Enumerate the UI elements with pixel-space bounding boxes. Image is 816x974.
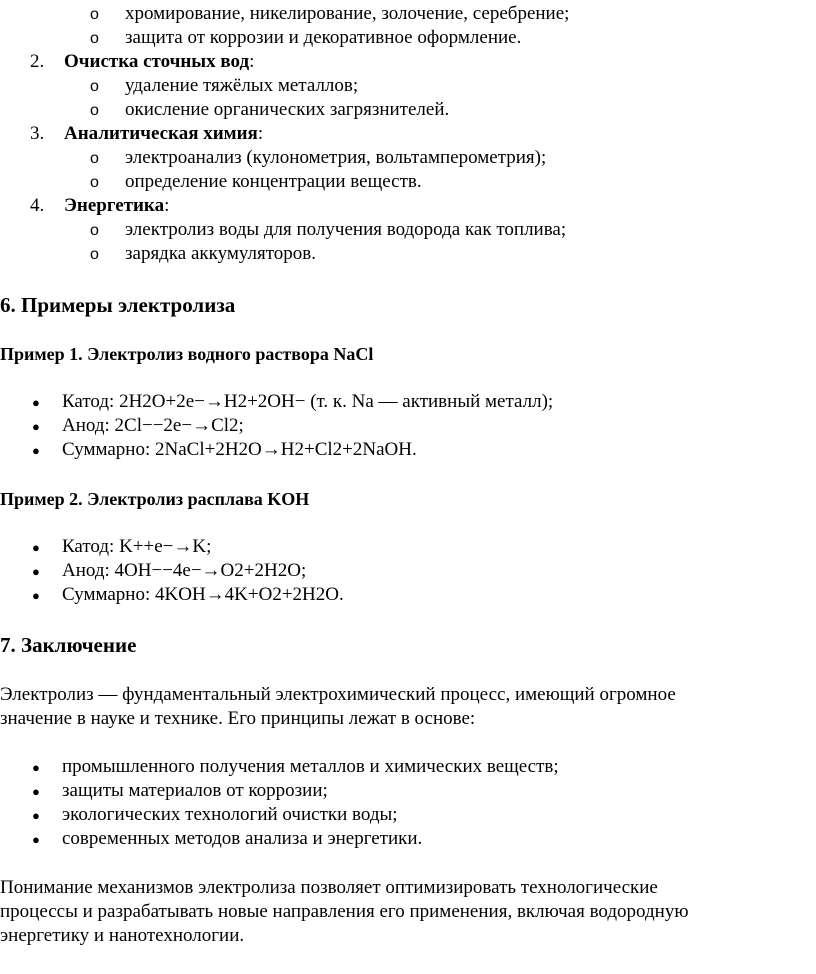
bullet-marker: ● [32,808,40,823]
list-number: 3. [30,123,45,144]
list-heading: Аналитическая химия: [64,123,264,144]
list-item: окисление органических загрязнителей. [125,99,450,120]
bullet-marker: ● [32,540,40,555]
sub-bullet-marker: o [90,6,99,23]
bullet-marker: ● [32,832,40,847]
list-number: 4. [30,195,45,216]
bullet-marker: ● [32,760,40,775]
list-item: Суммарно: 2NaCl+2H2O→H2+Cl2+2NaOH. [62,439,417,460]
example-heading: Пример 2. Электролиз расплава KOH [0,489,310,509]
list-item: Катод: 2H2O+2e−→H2+2OH− (т. к. Na — активный металл); [62,391,554,412]
list-item: хромирование, никелирование, золочение, серебрение; [125,3,570,24]
list-item: Анод: 4OH−−4e−→O2+2H2O; [62,560,307,581]
paragraph-line: значение в науке и технике. Его принципы лежат в основе: [0,708,476,729]
list-item: определение концентрации веществ. [125,171,422,192]
sub-bullet-marker: o [90,222,99,239]
list-item: защита от коррозии и декоративное оформление. [125,27,522,48]
paragraph-line: Понимание механизмов электролиза позволяет оптимизировать технологические [0,877,658,898]
section-heading: 6. Примеры электролиза [0,293,236,317]
sub-bullet-marker: o [90,150,99,167]
paragraph-line: Электролиз — фундаментальный электрохимический процесс, имеющий огромное [0,684,676,705]
list-item: промышленного получения металлов и химических веществ; [62,756,559,777]
list-item: зарядка аккумуляторов. [125,243,317,264]
example-heading: Пример 1. Электролиз водного раствора NaCl [0,344,374,364]
list-number: 2. [30,51,45,72]
bullet-marker: ● [32,419,40,434]
list-item: Катод: K++e−→K; [62,536,212,557]
sub-bullet-marker: o [90,30,99,47]
sub-bullet-marker: o [90,246,99,263]
sub-bullet-marker: o [90,78,99,95]
list-heading: Энергетика: [64,195,170,216]
section-heading: 7. Заключение [0,633,137,657]
paragraph-line: процессы и разрабатывать новые направления его применения, включая водородную [0,901,689,922]
list-item: Суммарно: 4KOH→4K+O2+2H2O. [62,584,344,605]
bullet-marker: ● [32,443,40,458]
list-item: электроанализ (кулонометрия, вольтамперометрия); [125,147,547,168]
list-item: экологических технологий очистки воды; [62,804,398,825]
bullet-marker: ● [32,564,40,579]
paragraph-line: энергетику и нанотехнологии. [0,925,245,946]
sub-bullet-marker: o [90,102,99,119]
bullet-marker: ● [32,588,40,603]
list-item: удаление тяжёлых металлов; [125,75,359,96]
list-heading: Очистка сточных вод: [64,51,255,72]
list-item: Анод: 2Cl−−2e−→Cl2; [62,415,244,436]
list-item: защиты материалов от коррозии; [62,780,328,801]
list-item: электролиз воды для получения водорода как топлива; [125,219,567,240]
sub-bullet-marker: o [90,174,99,191]
bullet-marker: ● [32,395,40,410]
bullet-marker: ● [32,784,40,799]
list-item: современных методов анализа и энергетики. [62,828,423,849]
